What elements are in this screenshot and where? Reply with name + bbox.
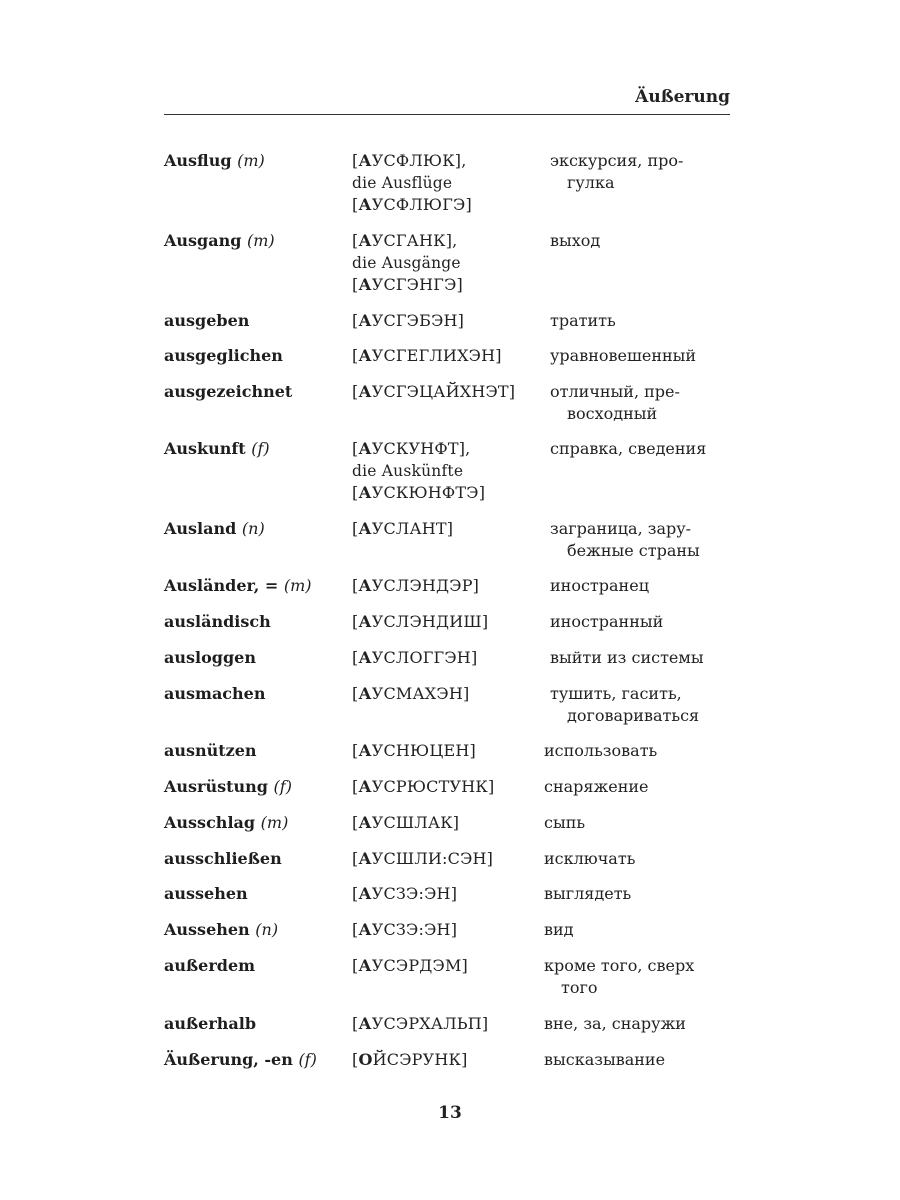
entry-headword <box>164 438 270 460</box>
plural-pronunciation: [АУСКЮНФТЭ] <box>352 483 486 502</box>
headword-text: Äußerung, -en <box>164 1050 293 1069</box>
plural-pronunciation: [АУСФЛЮГЭ] <box>352 195 472 214</box>
pronunciation-line: [АУСГАНК], <box>352 231 458 250</box>
translation-line: того <box>561 978 598 997</box>
pronunciation-line: [ОЙСЭРУНК] <box>352 1050 468 1069</box>
pronunciation-line: [АУСШЛИ:СЭН] <box>352 849 494 868</box>
translation-line: выход <box>550 231 601 250</box>
headword-text: ausgeben <box>164 311 250 330</box>
plural-form: die Auskünfte <box>352 462 464 480</box>
headword-text: Ausrüstung <box>164 777 268 796</box>
grammar-tag: (f) <box>273 777 292 796</box>
entry-pronunciation <box>352 647 477 669</box>
pronunciation-line: [АУСГЭБЭН] <box>352 311 465 330</box>
translation-line: кроме того, сверх <box>544 956 695 975</box>
pronunciation-line: [АУСЭРХАЛЬП] <box>352 1014 489 1033</box>
headword-text: außerdem <box>164 956 256 975</box>
entry-headword <box>164 1049 317 1071</box>
headword-text: Ausgang <box>164 231 242 250</box>
page-number: 13 <box>438 1103 462 1123</box>
entry-headword <box>164 345 283 367</box>
entry-pronunciation <box>352 310 464 332</box>
entry-pronunciation <box>352 345 502 367</box>
plural-form: die Ausgänge <box>352 254 461 272</box>
pronunciation-line: [АУСРЮСТУНК] <box>352 777 495 796</box>
entry-translation <box>544 919 734 941</box>
entry-headword <box>164 1013 256 1035</box>
entry-pronunciation <box>352 438 485 504</box>
headword-text: ausloggen <box>164 648 256 667</box>
translation-line: тушить, гасить, <box>550 684 682 703</box>
entry-headword <box>164 683 266 705</box>
translation-line: использовать <box>544 741 658 760</box>
pronunciation-line: [АУСЛЭНДЭР] <box>352 576 480 595</box>
pronunciation-line: [АУСМАХЭН] <box>352 684 470 703</box>
plural-pronunciation: [АУСГЭНГЭ] <box>352 275 463 294</box>
entry-translation <box>544 848 734 870</box>
entry-headword <box>164 883 248 905</box>
entry-translation <box>550 438 740 460</box>
entry-pronunciation <box>352 812 459 834</box>
translation-line: выйти из системы <box>550 648 704 667</box>
entry-headword <box>164 919 278 941</box>
entry-translation <box>550 611 740 633</box>
entry-pronunciation <box>352 1013 488 1035</box>
pronunciation-line: [АУСЗЭ:ЭН] <box>352 920 458 939</box>
translation-line: экскурсия, про- <box>550 151 684 170</box>
headword-text: Ausland <box>164 519 237 538</box>
entry-headword <box>164 848 282 870</box>
entry-pronunciation <box>352 955 468 977</box>
pronunciation-line: [АУСФЛЮК], <box>352 151 467 170</box>
entry-headword <box>164 647 256 669</box>
headword-text: Ausflug <box>164 151 232 170</box>
headword-text: Ausländer, = <box>164 576 279 595</box>
translation-line: уравновешенный <box>550 346 697 365</box>
entry-headword <box>164 776 292 798</box>
translation-line: заграница, зару- <box>550 519 692 538</box>
entry-translation <box>544 883 734 905</box>
entry-headword <box>164 230 275 252</box>
entry-pronunciation <box>352 883 457 905</box>
headword-text: aussehen <box>164 884 248 903</box>
pronunciation-line: [АУСКУНФТ], <box>352 439 471 458</box>
pronunciation-line: [АУСЛЭНДИШ] <box>352 612 489 631</box>
headword-text: ausschließen <box>164 849 282 868</box>
entry-pronunciation <box>352 740 476 762</box>
entry-pronunciation <box>352 150 472 216</box>
grammar-tag: (f) <box>298 1050 317 1069</box>
plural-form: die Ausflüge <box>352 174 453 192</box>
translation-line: вид <box>544 920 574 939</box>
pronunciation-line: [АУСШЛАК] <box>352 813 460 832</box>
entry-pronunciation <box>352 230 463 296</box>
entry-translation <box>544 955 734 999</box>
headword-text: ausländisch <box>164 612 271 631</box>
translation-line: иностранный <box>550 612 664 631</box>
entry-translation <box>550 647 740 669</box>
entry-headword <box>164 812 288 834</box>
headword-text: Auskunft <box>164 439 246 458</box>
translation-line: бежные страны <box>567 541 700 560</box>
entry-headword <box>164 310 249 332</box>
entry-translation <box>550 345 740 367</box>
entry-translation <box>550 230 740 252</box>
running-head: Äußerung <box>164 86 730 115</box>
grammar-tag: (n) <box>255 920 279 939</box>
headword-text: ausmachen <box>164 684 266 703</box>
grammar-tag: (m) <box>237 151 265 170</box>
grammar-tag: (m) <box>260 813 289 832</box>
entry-pronunciation <box>352 683 469 705</box>
entry-translation <box>544 812 734 834</box>
entry-headword <box>164 518 265 540</box>
grammar-tag: (f) <box>251 439 270 458</box>
pronunciation-line: [АУСЛАНТ] <box>352 519 454 538</box>
translation-line: снаряжение <box>544 777 649 796</box>
translation-line: сыпь <box>544 813 586 832</box>
pronunciation-line: [АУСЗЭ:ЭН] <box>352 884 458 903</box>
translation-line: гулка <box>567 173 615 192</box>
translation-line: тратить <box>550 311 616 330</box>
pronunciation-line: [АУСГЕГЛИХЭН] <box>352 346 502 365</box>
pronunciation-line: [АУСГЭЦАЙХНЭТ] <box>352 382 516 401</box>
entry-translation <box>544 776 734 798</box>
entry-translation <box>544 740 734 762</box>
translation-line: исключать <box>544 849 636 868</box>
pronunciation-line: [АУСЛОГГЭН] <box>352 648 478 667</box>
entry-pronunciation <box>352 611 488 633</box>
entry-headword <box>164 611 271 633</box>
entry-translation <box>544 1013 734 1035</box>
entry-pronunciation <box>352 575 479 597</box>
grammar-tag: (n) <box>241 519 265 538</box>
grammar-tag: (m) <box>247 231 275 250</box>
entry-pronunciation <box>352 518 453 540</box>
translation-line: восходный <box>567 404 658 423</box>
entry-translation <box>550 683 740 727</box>
pronunciation-line: [АУСНЮЦЕН] <box>352 741 476 760</box>
translation-line: высказывание <box>544 1050 666 1069</box>
translation-line: справка, сведения <box>550 439 707 458</box>
headword-text: Ausschlag <box>164 813 256 832</box>
headword-text: ausgezeichnet <box>164 382 293 401</box>
headword-text: ausgeglichen <box>164 346 283 365</box>
translation-line: выглядеть <box>544 884 632 903</box>
headword-text: Aussehen <box>164 920 250 939</box>
entry-translation <box>550 150 740 194</box>
entry-headword <box>164 955 255 977</box>
grammar-tag: (m) <box>283 576 312 595</box>
entry-pronunciation <box>352 1049 468 1071</box>
entry-pronunciation <box>352 919 457 941</box>
translation-line: отличный, пре- <box>550 382 680 401</box>
entry-headword <box>164 740 257 762</box>
translation-line: вне, за, снаружи <box>544 1014 686 1033</box>
entry-headword <box>164 381 292 403</box>
translation-line: иностранец <box>550 576 649 595</box>
entry-pronunciation <box>352 848 493 870</box>
pronunciation-line: [АУСЭРДЭМ] <box>352 956 468 975</box>
entry-translation <box>550 518 740 562</box>
headword-text: ausnützen <box>164 741 257 760</box>
headword-text: außerhalb <box>164 1014 257 1033</box>
entry-translation <box>544 1049 734 1071</box>
entry-pronunciation <box>352 381 515 403</box>
entry-headword <box>164 575 312 597</box>
entry-translation <box>550 575 740 597</box>
entry-headword <box>164 150 265 172</box>
entry-translation <box>550 310 740 332</box>
translation-line: договариваться <box>567 706 700 725</box>
entry-translation <box>550 381 740 425</box>
entry-pronunciation <box>352 776 494 798</box>
